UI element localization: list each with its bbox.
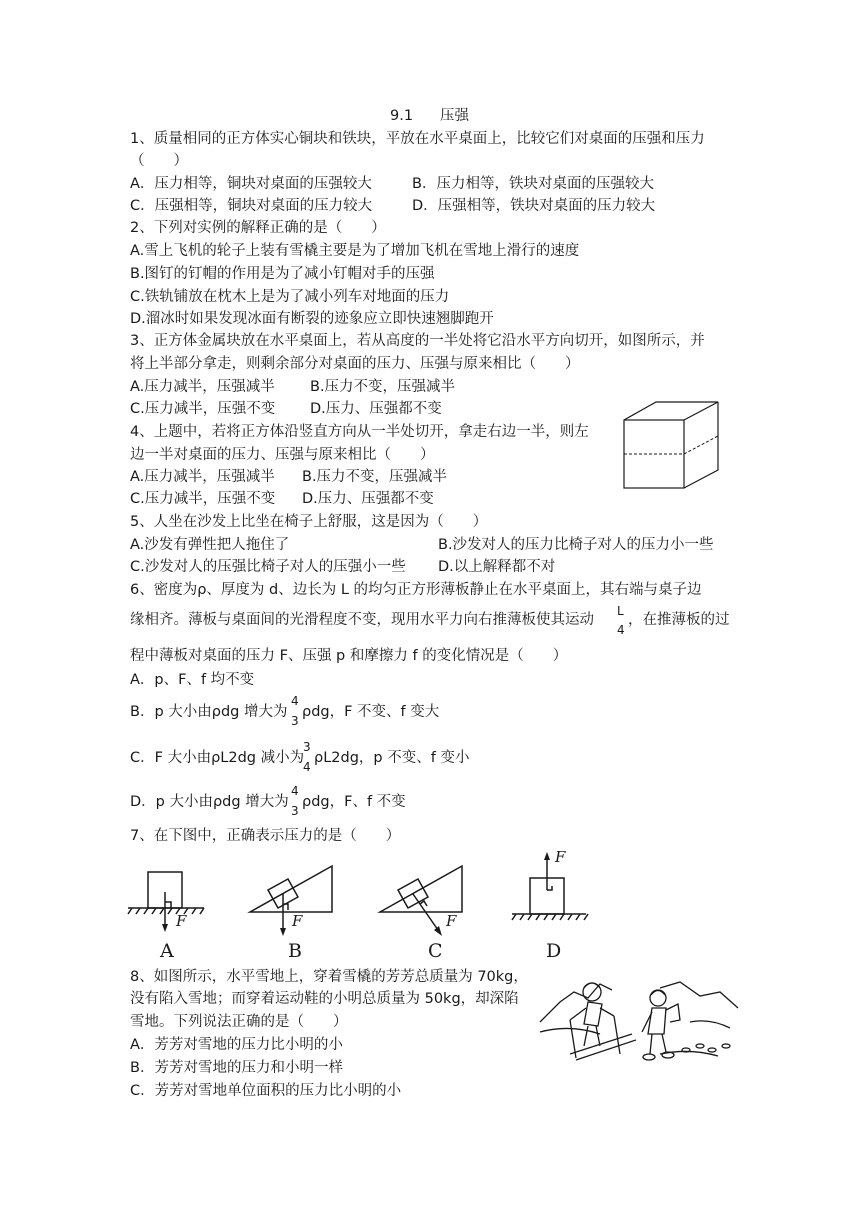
q6-frac-denominator: 4 [617, 623, 625, 637]
q1-option-c: C．压强相等，铜块对桌面的压力较大 [130, 198, 373, 214]
q7-stem: 7、在下图中，正确表示压力的是（ ） [130, 828, 401, 844]
q8-stem-line2: 没有陷入雪地；而穿着运动鞋的小明总质量为 50kg，却深陷 [130, 991, 519, 1007]
q3-option-b: B.压力不变，压强减半 [310, 379, 456, 395]
q6-option-d-num: 4 [291, 784, 299, 798]
skier-and-walker-illustration [540, 962, 740, 1072]
q5-option-a: A.沙发有弹性把人拖住了 [130, 537, 290, 553]
figure-a-block-on-floor [128, 866, 208, 936]
q6-option-b-pre: B．p 大小由ρdg 增大为 [130, 704, 288, 720]
title-number: 9.1 [390, 108, 414, 124]
q6-frac-numerator: L [617, 604, 624, 618]
q8-option-a: A．芳芳对雪地的压力比小明的小 [130, 1037, 343, 1053]
figure-d-label: D [546, 940, 562, 962]
q1-stem: 1、质量相同的正方体实心铜块和铁块，平放在水平桌面上，比较它们对桌面的压强和压力 [130, 131, 705, 147]
q4-option-c: C.压力减半，压强不变 [130, 491, 276, 507]
q8-option-b: B．芳芳对雪地的压力和小明一样 [130, 1060, 343, 1076]
q6-stem-line1: 6、密度为ρ、厚度为 d、边长为 L 的均匀正方形薄板静止在水平桌面上，其右端与桌子边 [130, 582, 702, 598]
q2-option-d: D.溜冰时如果发现冰面有断裂的迹象应立即快速翘脚跑开 [130, 311, 494, 327]
q5-option-c: C.沙发对人的压强比椅子对人的压强小一些 [130, 559, 406, 575]
q6-stem-line3: 程中薄板对桌面的压力 F、压强 p 和摩擦力 f 的变化情况是（ ） [130, 648, 568, 664]
q1-option-b: B．压力相等，铁块对桌面的压强较大 [412, 176, 654, 192]
figure-d-block-with-upward-force [510, 848, 590, 930]
figure-c-label: C [428, 940, 443, 962]
q8-stem-line1: 8、如图所示，水平雪地上，穿着雪橇的芳芳总质量为 70kg， [130, 969, 528, 985]
q6-option-b-den: 3 [291, 714, 299, 728]
q3-option-d: D.压力、压强都不变 [310, 401, 442, 417]
figure-c-block-on-incline [376, 860, 476, 940]
q3-stem-line2: 将上半部分拿走，则剩余部分对桌面的压力、压强与原来相比（ ） [130, 356, 580, 372]
q6-option-d-post: ρdg，F、f 不变 [302, 794, 406, 810]
figure-b-force-label: F [292, 912, 303, 930]
q8-stem-line3: 雪地。下列说法正确的是（ ） [130, 1014, 348, 1030]
figure-a-label: A [160, 940, 174, 962]
figure-a-force-label: F [176, 912, 187, 930]
q6-option-b-post: ρdg，F 不变、f 变大 [302, 704, 440, 720]
q2-option-b: B.图钉的钉帽的作用是为了减小钉帽对手的压强 [130, 266, 435, 282]
q6-option-c-post: ρL2dg，p 不变、f 变小 [314, 750, 470, 766]
q6-option-c-den: 4 [303, 760, 311, 774]
q4-option-b: B.压力不变，压强减半 [302, 469, 448, 485]
q3-option-c: C.压力减半，压强不变 [130, 401, 276, 417]
figure-d-force-label: F [555, 848, 566, 866]
q3-option-a: A.压力减半，压强减半 [130, 379, 275, 395]
q4-stem-line2: 边一半对桌面的压力、压强与原来相比（ ） [130, 447, 435, 463]
q5-option-d: D.以上解释都不对 [438, 559, 556, 575]
q8-option-c: C．芳芳对雪地单位面积的压力比小明的小 [130, 1083, 402, 1099]
q2-stem: 2、下列对实例的解释正确的是（ ） [130, 220, 386, 236]
q6-option-b-num: 4 [291, 694, 299, 708]
q1-option-a: A．压力相等，铜块对桌面的压强较大 [130, 176, 372, 192]
q2-option-c: C.铁轨铺放在枕木上是为了减小列车对地面的压力 [130, 289, 450, 305]
figure-b-label: B [288, 940, 302, 962]
page-title: 压强 [440, 108, 469, 124]
q1-paren: （ ） [130, 153, 188, 169]
q6-stem-line2b: ，在推薄板的过 [628, 612, 730, 628]
q2-option-a: A.雪上飞机的轮子上装有雪橇主要是为了增加飞机在雪地上滑行的速度 [130, 243, 580, 259]
q5-option-b: B.沙发对人的压力比椅子对人的压力小一些 [438, 537, 714, 553]
q1-option-d: D．压强相等，铁块对桌面的压力较大 [412, 198, 656, 214]
q6-option-c-num: 3 [303, 740, 311, 754]
q5-stem: 5、人坐在沙发上比坐在椅子上舒服，这是因为（ ） [130, 514, 488, 530]
q6-option-a: A．p、F、f 均不变 [130, 672, 255, 688]
figure-c-force-label: F [446, 912, 457, 930]
q4-option-d: D.压力、压强都不变 [302, 491, 434, 507]
q4-option-a: A.压力减半，压强减半 [130, 469, 275, 485]
cube-figure [618, 398, 728, 493]
q6-option-c-pre: C．F 大小由ρL2dg 减小为 [130, 750, 305, 766]
q6-option-d-den: 3 [291, 804, 299, 818]
q6-option-d-pre: D．p 大小由ρdg 增大为 [130, 794, 289, 810]
q3-stem-line1: 3、正方体金属块放在水平桌面上，若从高度的一半处将它沿水平方向切开，如图所示，并 [130, 333, 705, 349]
q4-stem-line1: 4、上题中，若将正方体沿竖直方向从一半处切开，拿走右边一半，则左 [130, 424, 589, 440]
q6-stem-line2a: 缘相齐。薄板与桌面间的光滑程度不变，现用水平力向右推薄板使其运动 [130, 612, 594, 628]
